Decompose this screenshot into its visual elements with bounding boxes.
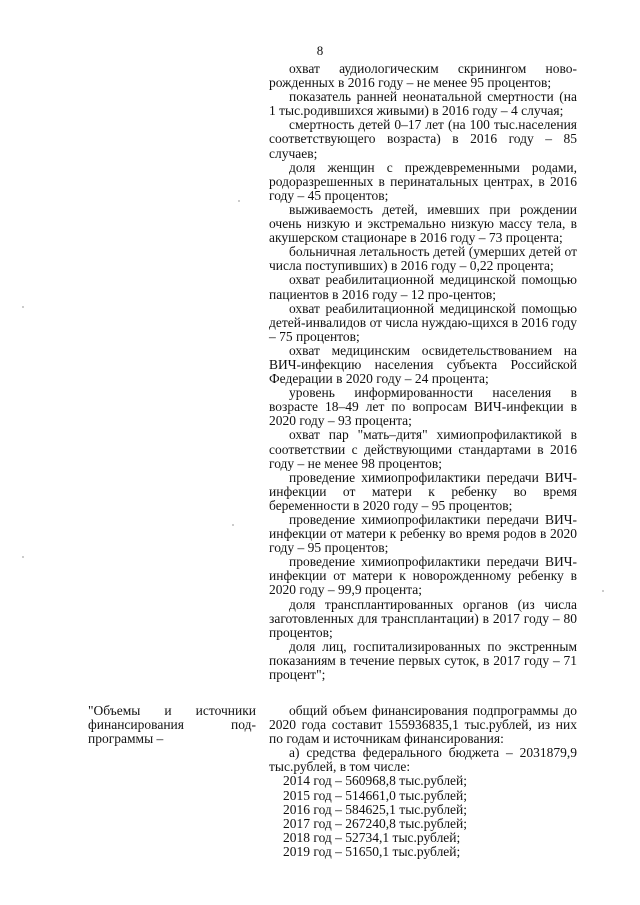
indicator-item: охват аудиологическим скринингом ново-рожденных в 2016 году – не менее 95 процентов; <box>269 61 577 91</box>
indicator-item: охват реабилитационной медицинской помощью детей-инвалидов от числа нуждаю-щихся в 2016 году – 75 процентов; <box>269 300 577 344</box>
indicator-item: проведение химиопрофилактики передачи ВИЧ-инфекции от матери к ребенку во время родов в 2020 году – 95 процентов; <box>269 512 577 556</box>
financing-year-item: 2015 год – 514661,0 тыс.рублей; <box>283 787 468 803</box>
indicator-item: смертность детей 0–17 лет (на 100 тыс.населения соответствующего возраста) в 2016 году – 85 случаев; <box>269 117 577 161</box>
scan-speck <box>232 524 234 526</box>
scan-speck <box>602 590 604 592</box>
indicator-item: показатель ранней неонатальной смертности (на 1 тыс.родившихся живыми) в 2016 году – 4 случая; <box>269 89 577 119</box>
financing-year-item: 2018 год – 52734,1 тыс.рублей; <box>283 829 461 845</box>
financing-details <box>269 704 577 859</box>
indicator-item: проведение химиопрофилактики передачи ВИЧ-инфекции от матери к новорожденному ребенку в 2020 году – 99,9 процента; <box>269 554 577 598</box>
indicators-list <box>269 62 577 682</box>
indicator-item: больничная летальность детей (умерших детей от числа поступивших) в 2016 году – 0,22 процента; <box>269 244 577 274</box>
indicator-item: доля трансплантированных органов (из числа заготовленных для трансплантации) в 2017 году – 80 процентов; <box>269 596 577 640</box>
financing-total: общий объем финансирования подпрограммы до 2020 года составит 155936835,1 тыс.рублей, из них по годам и источникам финансирования: <box>269 703 577 747</box>
scan-speck <box>22 556 24 558</box>
indicator-item: охват пар "мать–дитя" химиопрофилактикой в соответствии с действующими стандартами в 2016 году – не менее 98 процентов; <box>269 427 577 471</box>
financing-label: "Объемы и источники финансирования под-программы <box>88 703 256 747</box>
scan-speck <box>238 200 240 202</box>
financing-year-item: 2019 год – 51650,1 тыс.рублей; <box>283 843 461 859</box>
financing-federal: а) средства федерального бюджета – 2031879,9 тыс.рублей, в том числе: <box>269 745 577 775</box>
scan-speck <box>22 306 24 308</box>
financing-year-item: 2014 год – 560968,8 тыс.рублей; <box>283 773 468 789</box>
indicator-item: уровень информированности населения в возрасте 18–49 лет по вопросам ВИЧ-инфекции в 2020 году – 93 процента; <box>269 385 577 429</box>
indicator-item: проведение химиопрофилактики передачи ВИЧ-инфекции от матери к ребенку во время беременности в 2020 году – 95 процентов; <box>269 469 577 513</box>
financing-dash: – <box>156 731 164 747</box>
financing-year-item: 2016 год – 584625,1 тыс.рублей; <box>283 801 468 817</box>
indicator-item: охват реабилитационной медицинской помощью пациентов в 2016 году – 12 про-центов; <box>269 272 577 302</box>
page-number: 8 <box>316 43 324 58</box>
indicator-item: охват медицинским освидетельствованием на ВИЧ-инфекцию населения субъекта Российской Федерации в 2020 году – 24 процента; <box>269 342 577 387</box>
financing-year-item: 2017 год – 267240,8 тыс.рублей; <box>283 815 468 831</box>
indicator-item: доля женщин с преждевременными родами, родоразрешенных в перинатальных центрах, в 2016 году – 45 процентов; <box>269 159 577 203</box>
indicator-item: доля лиц, госпитализированных по экстренным показаниям в течение первых суток, в 2017 году – 71 процент"; <box>269 638 577 683</box>
financing-label-block <box>88 704 256 746</box>
indicator-item: выживаемость детей, имевших при рождении очень низкую и экстремально низкую массу тела, в акушерском стационаре в 2016 году – 73 процента; <box>269 201 577 246</box>
